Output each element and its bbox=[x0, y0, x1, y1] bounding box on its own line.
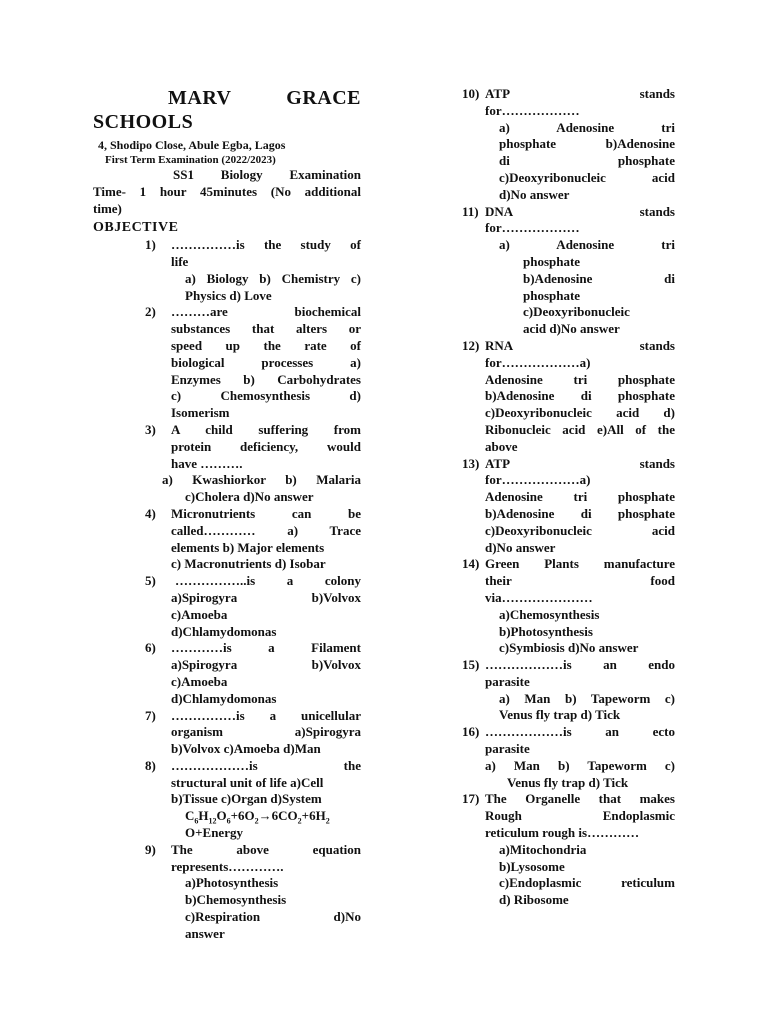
question-options: c)Amoeba bbox=[171, 606, 228, 622]
equation-part: H bbox=[198, 808, 209, 824]
question-11 bbox=[462, 204, 675, 338]
question-number: 11) bbox=[462, 203, 479, 219]
question-options: c)Cholera d)No answer bbox=[185, 489, 314, 505]
question-text: RNA stands bbox=[485, 337, 675, 353]
question-7 bbox=[93, 708, 361, 758]
question-options: d)No answer bbox=[485, 539, 556, 555]
question-text: ………are biochemical bbox=[171, 304, 361, 320]
question-text: ……………is a unicellular bbox=[171, 707, 361, 723]
right-column bbox=[462, 86, 675, 909]
question-options: d) Ribosome bbox=[499, 892, 569, 908]
equation-part: O bbox=[216, 808, 227, 824]
question-number: 8) bbox=[145, 757, 156, 773]
question-options: a) Adenosine tri bbox=[499, 119, 675, 135]
equation-part: C bbox=[185, 808, 195, 824]
question-options: b)Adenosine di phosphate bbox=[485, 505, 675, 521]
question-number: 7) bbox=[145, 707, 156, 723]
question-text: structural unit of life a)Cell bbox=[171, 774, 324, 790]
question-options: c)Deoxyribonucleic acid d) bbox=[485, 405, 675, 421]
question-options: c)Symbiosis d)No answer bbox=[499, 640, 639, 656]
question-text: biological processes a) bbox=[171, 354, 361, 370]
question-text: The Organelle that makes bbox=[485, 791, 675, 807]
school-name-line2: SCHOOLS bbox=[93, 111, 194, 133]
question-10 bbox=[462, 86, 675, 204]
question-options: phosphate bbox=[523, 253, 581, 269]
chemical-equation bbox=[93, 808, 361, 825]
equation-subscript: 2 bbox=[325, 816, 330, 826]
question-text: c) Chemosynthesis d) bbox=[171, 388, 361, 404]
question-options: a) Man b) Tapeworm c) bbox=[499, 690, 675, 706]
question-options: d)Chlamydomonas bbox=[171, 690, 277, 706]
question-text: their food bbox=[485, 573, 675, 589]
question-options: a)Spirogyra b)Volvox bbox=[171, 589, 361, 605]
question-options: c)Deoxyribonucleic bbox=[523, 304, 630, 320]
question-number: 16) bbox=[462, 724, 480, 740]
question-text: speed up the rate of bbox=[171, 337, 361, 353]
question-options: b)Lysosome bbox=[499, 858, 565, 874]
question-9 bbox=[93, 842, 361, 943]
question-number: 15) bbox=[462, 657, 480, 673]
question-14 bbox=[462, 556, 675, 657]
question-options: answer bbox=[185, 925, 225, 941]
question-text: represents…………. bbox=[171, 858, 284, 874]
question-number: 2) bbox=[145, 304, 156, 320]
question-options: Venus fly trap d) Tick bbox=[507, 774, 629, 790]
question-text: Micronutrients can be bbox=[171, 505, 361, 521]
question-options: Physics d) Love bbox=[185, 287, 272, 303]
question-text: for………………a) bbox=[485, 354, 591, 370]
equation-subscript: 6 bbox=[194, 816, 199, 826]
question-options: c)Respiration d)No bbox=[185, 909, 361, 925]
left-column bbox=[93, 86, 361, 943]
question-text: Isomerism bbox=[171, 405, 230, 421]
question-6 bbox=[93, 640, 361, 707]
question-options: b)Photosynthesis bbox=[499, 623, 593, 639]
question-4 bbox=[93, 506, 361, 573]
question-text: The above equation bbox=[171, 841, 361, 857]
question-options: phosphate bbox=[523, 287, 581, 303]
school-address: 4, Shodipo Close, Abule Egba, Lagos bbox=[98, 138, 286, 152]
question-3 bbox=[93, 422, 361, 506]
question-options: acid d)No answer bbox=[523, 321, 620, 337]
question-text: ………………is an endo bbox=[485, 657, 675, 673]
question-text: ATP stands bbox=[485, 455, 675, 471]
question-text: elements b) Major elements bbox=[171, 539, 325, 555]
equation-subscript: 12 bbox=[208, 816, 217, 826]
question-12 bbox=[462, 338, 675, 456]
question-number: 17) bbox=[462, 791, 480, 807]
question-options: a) Adenosine tri bbox=[499, 237, 675, 253]
question-options: a)Chemosynthesis bbox=[499, 606, 600, 622]
question-text: ……………..is a colony bbox=[175, 573, 361, 589]
question-text: ………………is an ecto bbox=[485, 724, 675, 740]
question-options: di phosphate bbox=[499, 153, 675, 169]
question-text: protein deficiency, would bbox=[171, 438, 361, 454]
equation-part: +6O bbox=[230, 808, 255, 824]
question-text: Green Plants manufacture bbox=[485, 556, 675, 572]
question-16 bbox=[462, 724, 675, 791]
question-5 bbox=[93, 573, 361, 640]
question-text: A child suffering from bbox=[171, 421, 361, 437]
question-number: 9) bbox=[145, 841, 156, 857]
question-number: 1) bbox=[145, 237, 156, 253]
question-number: 5) bbox=[145, 573, 156, 589]
question-text: substances that alters or bbox=[171, 321, 361, 337]
question-text: Rough Endoplasmic bbox=[485, 808, 675, 824]
question-text: life bbox=[171, 253, 189, 269]
question-options: d)Chlamydomonas bbox=[171, 623, 277, 639]
question-number: 13) bbox=[462, 455, 480, 471]
question-text: …………is a Filament bbox=[171, 640, 361, 656]
chemical-equation-cont: O+Energy bbox=[185, 825, 243, 841]
question-options: a) Man b) Tapeworm c) bbox=[485, 757, 675, 773]
question-number: 12) bbox=[462, 337, 480, 353]
question-17 bbox=[462, 791, 675, 909]
question-options: c)Deoxyribonucleic acid bbox=[485, 522, 675, 538]
exam-title: SS1 Biology Examination bbox=[173, 167, 361, 182]
equation-part: 6CO bbox=[271, 808, 298, 824]
question-8 bbox=[93, 758, 361, 808]
question-options: phosphate b)Adenosine bbox=[499, 136, 675, 152]
question-text: parasite bbox=[485, 741, 530, 757]
question-options: c)Amoeba bbox=[171, 673, 228, 689]
question-number: 6) bbox=[145, 640, 156, 656]
question-number: 4) bbox=[145, 505, 156, 521]
arrow-icon: → bbox=[258, 808, 272, 824]
equation-part: +6H bbox=[301, 808, 326, 824]
question-options: a)Mitochondria bbox=[499, 841, 587, 857]
question-options: a) Kwashiorkor b) Malaria bbox=[162, 472, 361, 488]
question-text: reticulum rough is………… bbox=[485, 825, 640, 841]
question-text: for………………a) bbox=[485, 472, 591, 488]
question-options: c) Macronutrients d) Isobar bbox=[171, 556, 326, 572]
exam-time-cont: time) bbox=[93, 200, 122, 216]
question-options: b)Adenosine di phosphate bbox=[485, 388, 675, 404]
question-options: Venus fly trap d) Tick bbox=[499, 707, 621, 723]
equation-subscript: 2 bbox=[254, 816, 259, 826]
question-options: Adenosine tri phosphate bbox=[485, 371, 675, 387]
question-text: organism a)Spirogyra bbox=[171, 724, 361, 740]
question-text: DNA stands bbox=[485, 203, 675, 219]
question-text: have ………. bbox=[171, 455, 243, 471]
question-options: a) Biology b) Chemistry c) bbox=[185, 270, 361, 286]
question-text: called………… a) Trace bbox=[171, 522, 361, 538]
question-options: a)Photosynthesis bbox=[185, 875, 279, 891]
question-text: for……………… bbox=[485, 102, 580, 118]
question-options: c)Endoplasmic reticulum bbox=[499, 875, 675, 891]
school-name bbox=[93, 86, 361, 134]
question-options: b)Chemosynthesis bbox=[185, 892, 287, 908]
question-options: b)Volvox c)Amoeba d)Man bbox=[171, 741, 321, 757]
question-number: 10) bbox=[462, 86, 480, 101]
question-text: ………………is the bbox=[171, 757, 361, 773]
question-text: for……………… bbox=[485, 220, 580, 236]
question-1 bbox=[93, 237, 361, 304]
question-text: via………………… bbox=[485, 589, 593, 605]
question-15 bbox=[462, 657, 675, 724]
question-2 bbox=[93, 304, 361, 422]
exam-time: Time- 1 hour 45minutes (No additional bbox=[93, 183, 361, 199]
question-options: Adenosine tri phosphate bbox=[485, 489, 675, 505]
question-options: above bbox=[485, 438, 518, 454]
question-text: parasite bbox=[485, 673, 530, 689]
question-options: b)Tissue c)Organ d)System bbox=[171, 791, 322, 807]
school-name-line1: MARV GRACE bbox=[168, 87, 361, 109]
question-13 bbox=[462, 456, 675, 557]
exam-term: First Term Examination (2022/2023) bbox=[105, 154, 276, 166]
section-heading: OBJECTIVE bbox=[93, 220, 179, 236]
question-text: ATP stands bbox=[485, 86, 675, 101]
question-options: Ribonucleic acid e)All of the bbox=[485, 421, 675, 437]
question-options: d)No answer bbox=[499, 186, 570, 202]
question-number: 14) bbox=[462, 556, 480, 572]
question-text: Enzymes b) Carbohydrates bbox=[171, 371, 361, 387]
question-text: ……………is the study of bbox=[171, 237, 361, 253]
question-number: 3) bbox=[145, 421, 156, 437]
question-options: b)Adenosine di bbox=[523, 270, 675, 286]
question-options: a)Spirogyra b)Volvox bbox=[171, 657, 361, 673]
equation-subscript: 6 bbox=[226, 816, 231, 826]
equation-subscript: 2 bbox=[297, 816, 302, 826]
question-options: c)Deoxyribonucleic acid bbox=[499, 169, 675, 185]
